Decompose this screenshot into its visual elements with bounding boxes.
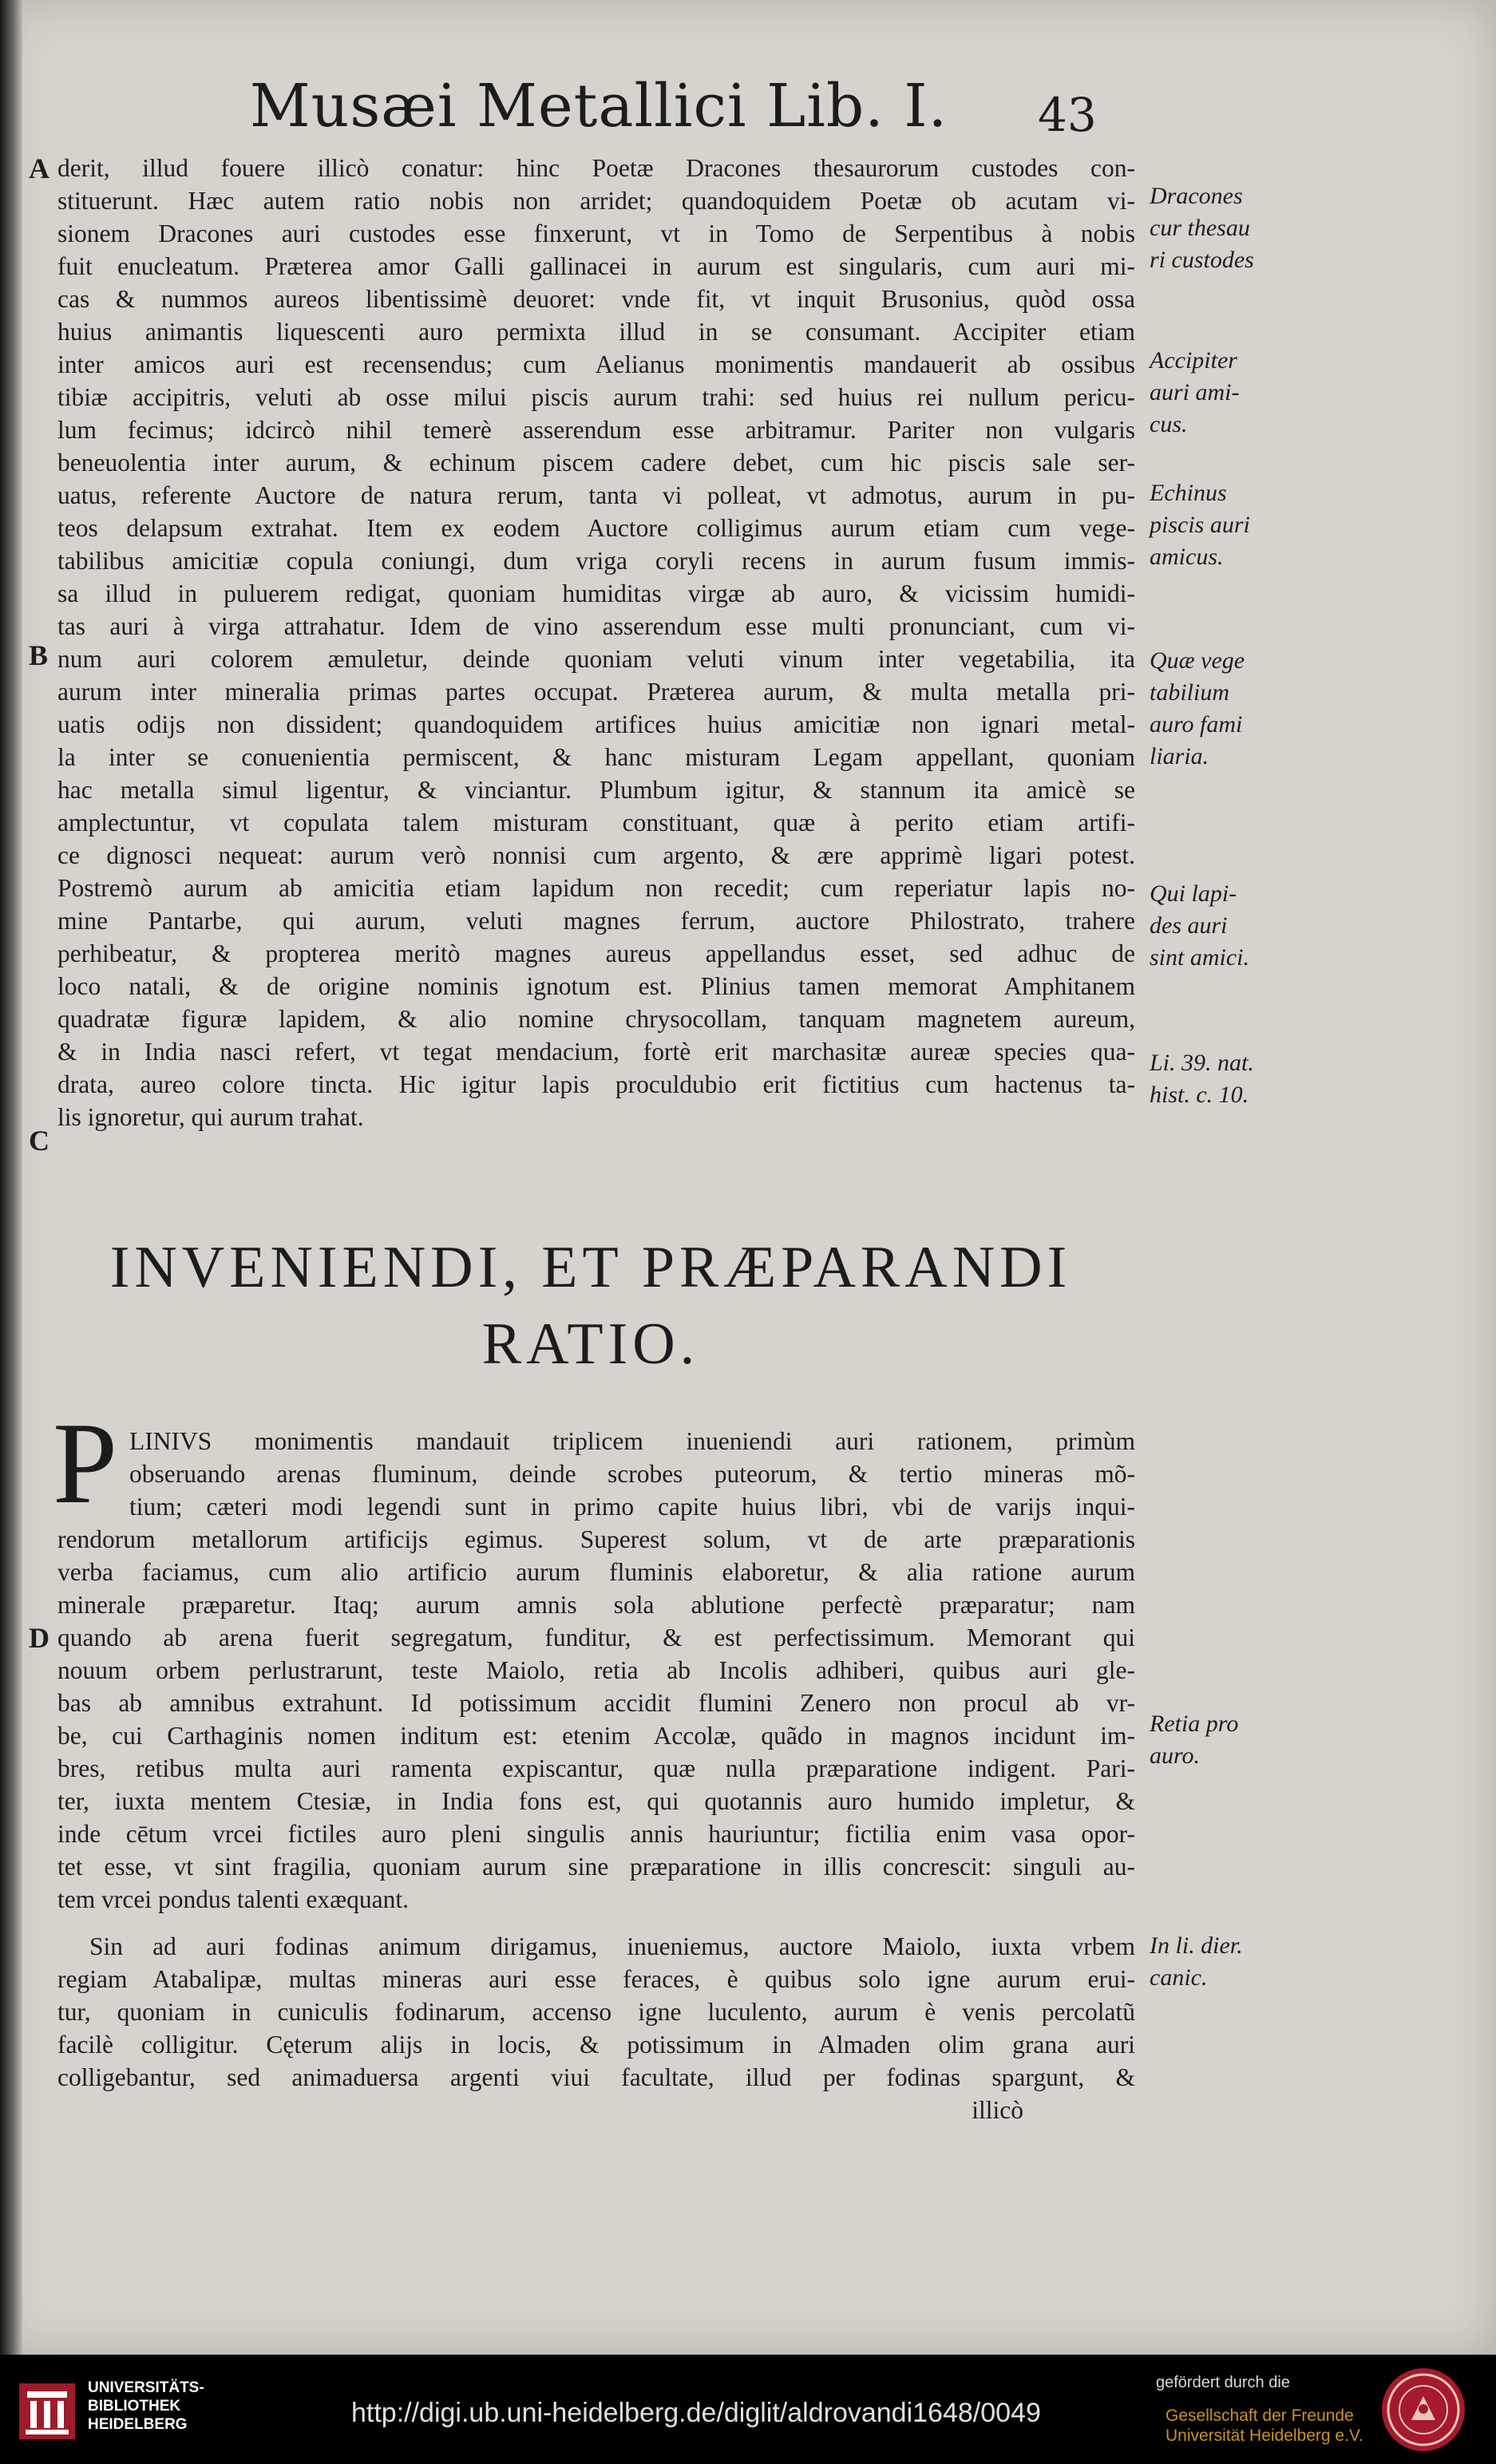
text-line: perhibeatur, & propterea meritò magnes aureus appellandus esset, sed adhuc de <box>57 939 1135 967</box>
text-line: Postremò aurum ab amicitia etiam lapidum non recedit; cum reperiatur lapis no- <box>57 874 1135 902</box>
side-note-line: cur thesau <box>1150 215 1250 241</box>
side-note-line: In li. dier. <box>1150 1932 1243 1959</box>
text-line: la inter se conuenientia permiscent, & hanc misturam Legam appellant, quoniam <box>57 743 1135 771</box>
side-note-line: tabilium <box>1150 679 1230 706</box>
side-note-line: liaria. <box>1150 743 1209 769</box>
text-line: num auri colorem æmuletur, deinde quoniam veluti vinum inter vegetabilia, ita <box>57 645 1135 673</box>
text-line: inde cētum vrcei fictiles auro pleni singulis annis hauriuntur; fictilia enim vasa opor- <box>57 1820 1135 1848</box>
side-note-line: Dracones <box>1150 183 1243 209</box>
margin-letter-d: D <box>29 1622 49 1654</box>
text-line: drata, aureo colore tincta. Hic igitur lapis proculdubio erit fictitius cum hactenus ta- <box>57 1070 1135 1098</box>
text-line: facilè colligitur. Cęterum alijs in locis, & potissimum in Almaden olim grana auri <box>57 2031 1135 2059</box>
side-note-indiarum <box>1150 1930 1333 1994</box>
text-line: huius animantis liquescenti auro permixta illud in se consumant. Accipiter etiam <box>57 318 1135 346</box>
text-block-2 <box>57 1425 1135 1916</box>
library-name[interactable] <box>88 2379 204 2434</box>
side-note-line: Retia pro <box>1150 1711 1239 1737</box>
text-line: fuit enucleatum. Præterea amor Galli gallinacei in aurum est singularis, cum auri mi- <box>57 252 1135 280</box>
text-line: & in India nasci refert, vt tegat mendacium, fortè erit marchasitæ aureæ species qua- <box>57 1038 1135 1066</box>
text-line: stituerunt. Hæc autem ratio nobis non arridet; quandoquidem Poetæ ob acutam vi- <box>57 187 1135 215</box>
running-header-title: Musæi Metallici Lib. I. <box>249 72 948 140</box>
margin-letter-a: A <box>29 152 49 184</box>
text-line: tur, quoniam in cuniculis fodinarum, accenso igne luculento, aurum è venis percolatũ <box>57 1998 1135 2026</box>
side-note-line: Qui lapi- <box>1150 880 1237 907</box>
side-note-line: auro fami <box>1150 711 1243 738</box>
text-line: teos delapsum extrahat. Item ex eodem Auctore colligimus aurum etiam cum vege- <box>57 514 1135 542</box>
side-note-line: hist. c. 10. <box>1150 1082 1249 1108</box>
text-line: regiam Atabalipæ, multas mineras auri esse feraces, è quibus solo igne aurum erui- <box>57 1965 1135 1993</box>
text-line: obseruando arenas fluminum, deinde scrobes puteorum, & tertio mineras mõ- <box>129 1460 1135 1488</box>
text-line: lum fecimus; idcircò nihil temerè asserendum esse arbitramur. Pariter non vulgaris <box>57 416 1135 444</box>
side-note-line: canic. <box>1150 1964 1208 1991</box>
text-line: beneuolentia inter aurum, & echinum piscem cadere debet, cum hic piscis sale ser- <box>57 449 1135 477</box>
side-note-line: Accipiter <box>1150 347 1237 374</box>
library-name-line: BIBLIOTHEK <box>88 2398 181 2415</box>
text-line: sa illud in puluerem redigat, quoniam humiditas virgæ ab auro, & vicissim humidi- <box>57 579 1135 607</box>
side-note-lapides <box>1150 878 1333 974</box>
footer-bar <box>0 2355 1496 2464</box>
side-note-line: Li. 39. nat. <box>1150 1050 1254 1076</box>
page-number: 43 <box>1038 88 1097 142</box>
side-note-line: auri ami- <box>1150 379 1240 405</box>
side-note-retia <box>1150 1708 1333 1772</box>
text-line: lis ignoretur, qui aurum trahat. <box>57 1103 364 1131</box>
text-block-1 <box>57 152 1135 1133</box>
text-block-3 <box>57 1930 1135 2126</box>
text-line: ter, iuxta mentem Ctesiæ, in India fons est, qui quotannis auro humido impletur, & <box>57 1787 1135 1815</box>
text-line: verba faciamus, cum alio artificio aurum fluminis elaboretur, & alia ratione aurum <box>57 1558 1135 1586</box>
side-note-line: auro. <box>1150 1742 1201 1769</box>
text-line: colligebantur, sed animaduersa argenti viui facultate, illud per fodinas spargunt, & <box>57 2063 1135 2091</box>
side-note-line: ri custodes <box>1150 247 1254 273</box>
side-note-echinus <box>1150 477 1333 573</box>
text-line: ce dignosci nequeat: aurum verò nonnisi cum argento, & ære apprimè ligari potest. <box>57 841 1135 869</box>
section-heading-line-2: RATIO. <box>481 1311 700 1377</box>
library-name-line: UNIVERSITÄTS- <box>88 2379 204 2396</box>
side-note-plinius-reference <box>1150 1047 1333 1111</box>
margin-letter-b: B <box>29 639 49 671</box>
side-note-accipiter <box>1150 345 1333 441</box>
side-note-line: Echinus <box>1150 480 1227 506</box>
text-line: hac metalla simul ligentur, & vinciantur. Plumbum igitur, & stannum ita amicè se <box>57 776 1135 804</box>
text-line: bas ab amnibus extrahunt. Id potissimum accidit flumini Zenero non procul ab vr- <box>57 1689 1135 1717</box>
section-heading-line-1: INVENIENDI, ET PRÆPARANDI <box>109 1235 1072 1300</box>
funding-label: gefördert durch die <box>1156 2374 1290 2391</box>
margin-letter-c: C <box>29 1125 49 1157</box>
university-seal-icon <box>1379 2366 1467 2454</box>
side-note-line: sint amici. <box>1150 944 1249 971</box>
side-note-vegetabilium <box>1150 645 1333 773</box>
section-heading <box>64 1229 1118 1382</box>
text-line: mine Pantarbe, qui aurum, veluti magnes ferrum, auctore Philostrato, trahere <box>57 907 1135 935</box>
text-line: quando ab arena fuerit segregatum, funditur, & est perfectissimum. Memorant qui <box>57 1624 1135 1651</box>
text-line: Sin ad auri fodinas animum dirigamus, inueniemus, auctore Maiolo, iuxta vrbem <box>89 1932 1135 1960</box>
text-line: minerale præparetur. Itaq; aurum amnis sola ablutione perfectè præparatur; nam <box>57 1591 1135 1619</box>
society-name-line: Universität Heidelberg e.V. <box>1166 2426 1363 2445</box>
text-line: tem vrcei pondus talenti exæquant. <box>57 1885 410 1913</box>
text-line: cas & nummos aureos libentissimè deuoret: vnde fit, vt inquit Brusonius, quòd ossa <box>57 285 1135 313</box>
text-line: LINIVS monimentis mandauit triplicem inueniendi auri rationem, primùm <box>129 1427 1135 1455</box>
side-note-line: des auri <box>1150 912 1228 939</box>
side-note-dracones <box>1150 180 1333 276</box>
text-line: tas auri à virga attrahatur. Idem de vino asserendum esse multi pronunciant, cum vi- <box>57 612 1135 640</box>
library-name-line: HEIDELBERG <box>88 2416 188 2433</box>
text-line: amplectuntur, vt copulata talem misturam constituant, quæ à perito etiam artifi- <box>57 809 1135 836</box>
text-line: derit, illud fouere illicò conatur: hinc Poetæ Dracones thesaurorum custodes con- <box>57 154 1135 182</box>
text-line: rendorum metallorum artificijs egimus. Superest solum, vt de arte præparationis <box>57 1525 1135 1553</box>
text-line: aurum inter mineralia primas partes occupat. Præterea aurum, & multa metalla pri- <box>57 678 1135 706</box>
side-note-line: piscis auri <box>1150 512 1250 538</box>
text-line: be, cui Carthaginis nomen inditum est: etenim Accolæ, quãdo in magnos incidunt im- <box>57 1722 1135 1750</box>
side-note-line: Quæ vege <box>1150 647 1245 674</box>
text-line: tium; cæteri modi legendi sunt in primo capite huius libri, vbi de varijs inqui- <box>129 1493 1135 1521</box>
text-line: uatis odijs non dissident; quandoquidem artifices huius amicitiæ non ignari metal- <box>57 710 1135 738</box>
text-line: uatus, referente Auctore de natura rerum, tanta vi polleat, vt admotus, aurum in pu- <box>57 481 1135 509</box>
text-line: sionem Dracones auri custodes esse finxerunt, vt in Tomo de Serpentibus à nobis <box>57 220 1135 247</box>
society-name-link[interactable] <box>1166 2406 1363 2446</box>
side-note-line: cus. <box>1150 411 1188 437</box>
book-spine-shadow <box>0 0 22 2355</box>
drop-cap: P <box>53 1398 118 1528</box>
text-line: quadratæ figuræ lapidem, & alio nomine chrysocollam, tanquam magnetem aureum, <box>57 1005 1135 1033</box>
library-logo-icon[interactable] <box>18 2382 77 2441</box>
side-note-line: amicus. <box>1150 544 1224 570</box>
text-line: tabilibus amicitiæ copula coniungi, dum vriga coryli recens in aurum fusum immis- <box>57 547 1135 575</box>
text-line: tet esse, vt sint fragilia, quoniam aurum sine præparatione in illis concrescit: singuli au- <box>57 1853 1135 1881</box>
catchword: illicò <box>972 2096 1023 2124</box>
text-line: tibiæ accipitris, veluti ab osse milui piscis aurum trahi: sed huius rei nullum pericu- <box>57 383 1135 411</box>
text-line: inter amicos auri est recensendus; cum Aelianus monimentis mandauerit ab ossibus <box>57 350 1135 378</box>
text-line: bres, retibus multa auri ramenta expiscantur, quæ nulla præparatione indigent. Pari- <box>57 1754 1135 1782</box>
text-line: loco natali, & de origine nominis ignotum est. Plinius tamen memorat Amphitanem <box>57 972 1135 1000</box>
source-url-link[interactable]: http://digi.ub.uni-heidelberg.de/diglit/aldrovandi1648/0049 <box>351 2398 1041 2428</box>
text-line: nouum orbem perlustrarunt, teste Maiolo, retia ab Incolis adhiberi, quibus auri gle- <box>57 1656 1135 1684</box>
society-name-line: Gesellschaft der Freunde <box>1166 2407 1354 2425</box>
